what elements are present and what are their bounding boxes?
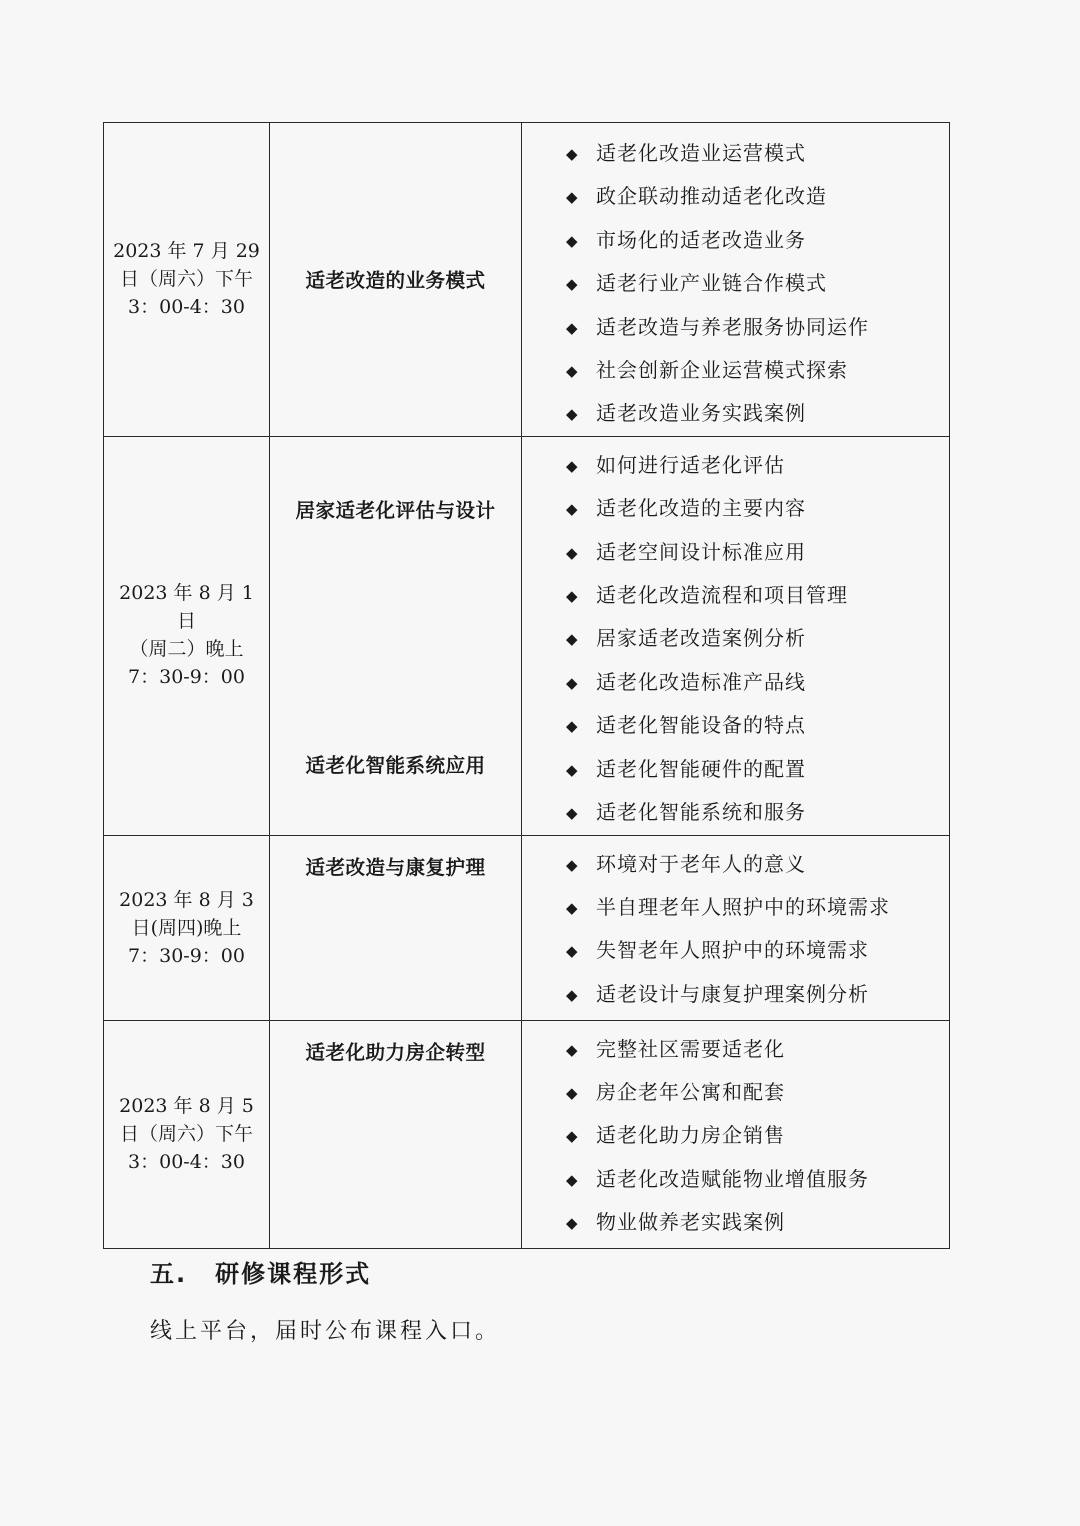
list-item: ◆ 适老设计与康复护理案例分析 bbox=[566, 973, 949, 1016]
section-title: 研修课程形式 bbox=[215, 1260, 372, 1288]
date-line: 2023 年 8 月 5 bbox=[119, 1095, 254, 1117]
list-item: ◆ 适老改造与养老服务协同运作 bbox=[566, 306, 949, 349]
date-line: 日(周四)晚上 bbox=[131, 916, 242, 939]
diamond-icon: ◆ bbox=[566, 587, 579, 606]
table-row bbox=[104, 1020, 950, 1248]
list-item: ◆ 半自理老年人照护中的环境需求 bbox=[566, 886, 949, 929]
topic-cell bbox=[270, 123, 522, 437]
list-item: ◆ 适老化智能系统和服务 bbox=[566, 791, 949, 834]
list-item: ◆ 适老化智能设备的特点 bbox=[566, 704, 949, 747]
diamond-icon: ◆ bbox=[566, 1127, 579, 1146]
diamond-icon: ◆ bbox=[566, 855, 579, 874]
diamond-icon: ◆ bbox=[566, 1083, 579, 1102]
schedule-table bbox=[103, 122, 950, 1249]
date-line: 2023 年 7 月 29 bbox=[113, 240, 260, 262]
diamond-icon: ◆ bbox=[566, 630, 579, 649]
list-item: ◆ 失智老年人照护中的环境需求 bbox=[566, 929, 949, 972]
list-item: ◆ 适老化改造赋能物业增值服务 bbox=[566, 1158, 949, 1201]
diamond-icon: ◆ bbox=[566, 543, 579, 562]
diamond-icon: ◆ bbox=[566, 231, 579, 250]
topic-title: 适老改造的业务模式 bbox=[305, 269, 486, 292]
diamond-icon: ◆ bbox=[566, 1170, 579, 1189]
diamond-icon: ◆ bbox=[566, 804, 579, 823]
diamond-icon: ◆ bbox=[566, 985, 579, 1004]
section-body: 线上平台，届时公布课程入口。 bbox=[150, 1319, 501, 1344]
list-item: ◆ 适老化助力房企销售 bbox=[566, 1114, 949, 1157]
table-row bbox=[104, 835, 950, 1020]
topic-title: 适老改造与康复护理 bbox=[305, 855, 486, 879]
date-cell bbox=[104, 1020, 270, 1248]
diamond-icon: ◆ bbox=[566, 362, 579, 381]
date-line: 2023 年 8 月 1 日 bbox=[119, 582, 254, 633]
date-line: 3：00-4：30 bbox=[128, 1151, 245, 1173]
topic-cell bbox=[270, 1020, 522, 1248]
diamond-icon: ◆ bbox=[566, 760, 579, 779]
diamond-icon: ◆ bbox=[566, 405, 579, 424]
diamond-icon: ◆ bbox=[566, 500, 579, 519]
topic-cell bbox=[270, 835, 522, 1020]
list-item: ◆ 适老化改造业运营模式 bbox=[566, 132, 949, 175]
diamond-icon: ◆ bbox=[566, 318, 579, 337]
list-item: ◆ 适老化智能硬件的配置 bbox=[566, 748, 949, 791]
diamond-icon: ◆ bbox=[566, 456, 579, 475]
items-cell bbox=[522, 835, 950, 1020]
diamond-icon: ◆ bbox=[566, 673, 579, 692]
date-line: 日（周六）下午 bbox=[119, 268, 253, 290]
date-line: 7：30-9：00 bbox=[128, 666, 245, 689]
section-heading bbox=[150, 1254, 371, 1289]
diamond-icon: ◆ bbox=[566, 1214, 579, 1233]
list-item: ◆ 如何进行适老化评估 bbox=[566, 444, 949, 487]
list-item: ◆ 适老化改造的主要内容 bbox=[566, 487, 949, 530]
list-item: ◆ 适老化改造标准产品线 bbox=[566, 661, 949, 704]
list-item: ◆ 适老空间设计标准应用 bbox=[566, 531, 949, 574]
list-item: ◆ 环境对于老年人的意义 bbox=[566, 843, 949, 886]
diamond-icon: ◆ bbox=[566, 942, 579, 961]
items-cell bbox=[522, 1020, 950, 1248]
list-item: ◆ 政企联动推动适老化改造 bbox=[566, 175, 949, 218]
list-item: ◆ 完整社区需要适老化 bbox=[566, 1028, 949, 1071]
items-cell bbox=[522, 436, 950, 835]
diamond-icon: ◆ bbox=[566, 898, 579, 917]
date-cell bbox=[104, 835, 270, 1020]
date-cell bbox=[104, 123, 270, 437]
section-number: 五. bbox=[150, 1260, 188, 1288]
list-item: ◆ 居家适老改造案例分析 bbox=[566, 617, 949, 660]
list-item: ◆ 适老化改造流程和项目管理 bbox=[566, 574, 949, 617]
date-line: 日（周六）下午 bbox=[119, 1123, 253, 1145]
topic-title: 适老化助力房企转型 bbox=[305, 1040, 486, 1064]
items-cell bbox=[522, 123, 950, 437]
date-line: 2023 年 8 月 3 bbox=[119, 888, 254, 911]
list-item: ◆ 物业做养老实践案例 bbox=[566, 1201, 949, 1244]
topic-title: 适老化智能系统应用 bbox=[305, 753, 486, 777]
diamond-icon: ◆ bbox=[566, 1040, 579, 1059]
list-item: ◆ 适老行业产业链合作模式 bbox=[566, 262, 949, 305]
table-row bbox=[104, 436, 950, 835]
topic-title: 居家适老化评估与设计 bbox=[295, 498, 496, 522]
diamond-icon: ◆ bbox=[566, 145, 579, 163]
list-item: ◆ 适老改造业务实践案例 bbox=[566, 392, 949, 435]
list-item: ◆ 房企老年公寓和配套 bbox=[566, 1071, 949, 1114]
diamond-icon: ◆ bbox=[566, 188, 579, 207]
date-line: （周二）晚上 bbox=[129, 638, 244, 661]
list-item: ◆ 市场化的适老改造业务 bbox=[566, 219, 949, 262]
list-item: ◆ 社会创新企业运营模式探索 bbox=[566, 349, 949, 392]
diamond-icon: ◆ bbox=[566, 275, 579, 294]
date-line: 7：30-9：00 bbox=[128, 944, 245, 967]
date-cell bbox=[104, 436, 270, 835]
diamond-icon: ◆ bbox=[566, 717, 579, 736]
table-row bbox=[104, 123, 950, 437]
topic-cell bbox=[270, 436, 522, 835]
date-line: 3：00-4：30 bbox=[128, 296, 245, 318]
